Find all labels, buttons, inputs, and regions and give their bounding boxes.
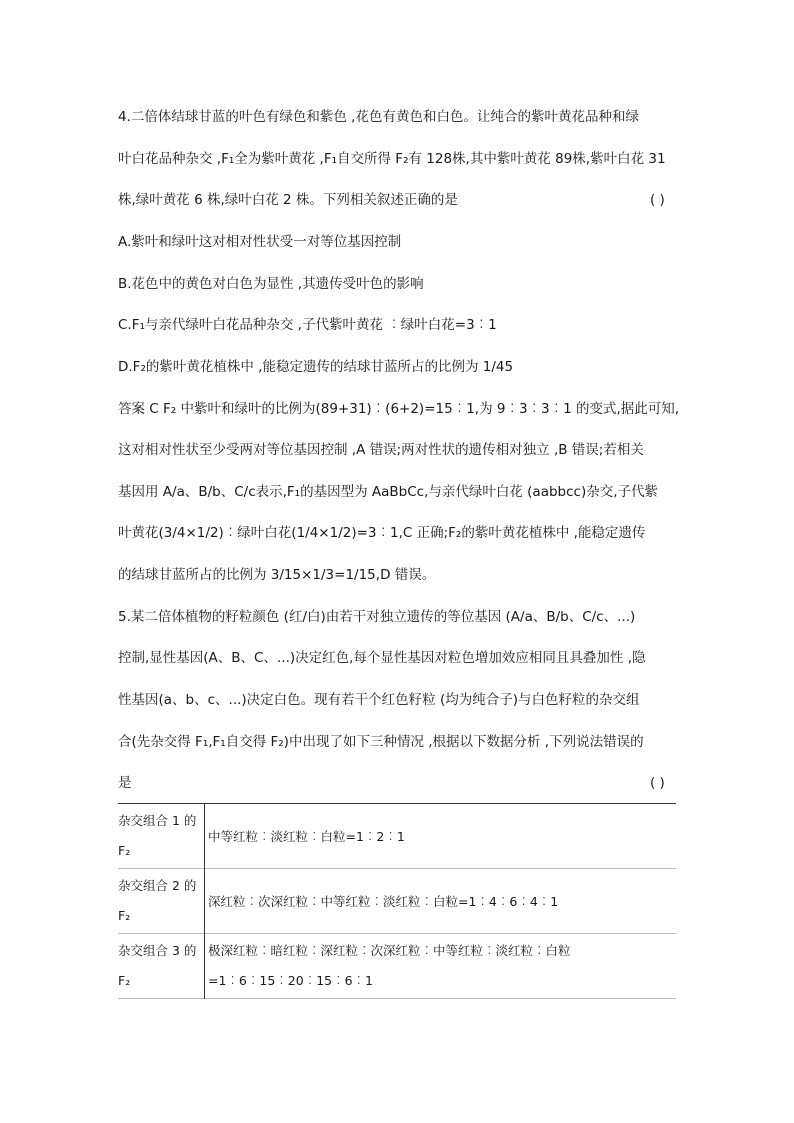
row-value: [205, 869, 677, 934]
row-label: [118, 869, 205, 934]
row-label-line-2: F₂: [118, 843, 131, 858]
row-label-line-2: F₂: [118, 973, 131, 988]
q5-stem-line-3: 性基因(a、b、c、...)决定白色。现有若干个红色籽粒 (均为纯合子)与白色籽粒的杂交组: [118, 692, 640, 708]
ans4-line-1: 答案 C F₂ 中紫叶和绿叶的比例为(89+31)︰(6+2)=15︰1,为 9︰3︰3︰1 的变式,据此可知,: [118, 401, 680, 417]
row-value: [205, 934, 677, 999]
q4-stem-line-3: 株,绿叶黄花 6 株,绿叶白花 2 株。下列相关叙述正确的是: [118, 192, 458, 208]
q5-stem-line-5: 是: [118, 775, 132, 791]
q5-stem-line-2: 控制,显性基因(A、B、C、...)决定红色,每个显性基因对粒色增加效应相同且具叠加性 ,隐: [118, 650, 646, 666]
q4-option-a: A.紫叶和绿叶这对相对性状受一对等位基因控制: [118, 234, 402, 250]
row-label-line-1: 杂交组合 3 的: [118, 943, 197, 958]
q5-answer-blank: ( ): [650, 775, 665, 791]
ans4-line-2: 这对相对性状至少受两对等位基因控制 ,A 错误;两对性状的遗传相对独立 ,B 错误;若相关: [118, 442, 644, 458]
table-row: [118, 804, 676, 869]
row-value: [205, 804, 677, 869]
ans4-line-3: 基因用 A/a、B/b、C/c表示,F₁的基因型为 AaBbCc,与亲代绿叶白花 (aabbcc)杂交,子代紫: [118, 484, 659, 500]
row-label-line-1: 杂交组合 2 的: [118, 878, 197, 893]
row-label-line-1: 杂交组合 1 的: [118, 813, 197, 828]
q4-option-c: C.F₁与亲代绿叶白花品种杂交 ,子代紫叶黄花 ︰绿叶白花=3︰1: [118, 317, 497, 333]
q5-stem-line-1: 5.某二倍体植物的籽粒颜色 (红/白)由若干对独立遗传的等位基因 (A/a、B/b、C/c、...): [118, 609, 636, 625]
row-label-line-2: F₂: [118, 908, 131, 923]
row-label: [118, 804, 205, 869]
row-value-line-2: =1︰6︰15︰20︰15︰6︰1: [208, 973, 374, 988]
ans4-line-4: 叶黄花(3/4×1/2)︰绿叶白花(1/4×1/2)=3︰1,C 正确;F₂的紫叶黄花植株中 ,能稳定遗传: [118, 525, 646, 541]
ans4-line-5: 的结球甘蓝所占的比例为 3/15×1/3=1/15,D 错误。: [118, 567, 436, 583]
q4-option-d: D.F₂的紫叶黄花植株中 ,能稳定遗传的结球甘蓝所占的比例为 1/45: [118, 359, 514, 375]
cross-results-table: [118, 803, 676, 999]
q4-stem-line-2: 叶白花品种杂交 ,F₁全为紫叶黄花 ,F₁自交所得 F₂有 128株,其中紫叶黄花 89株,紫叶白花 31: [118, 151, 666, 167]
q4-answer-blank: ( ): [650, 192, 665, 208]
table-row: [118, 869, 676, 934]
row-value-line-1: 中等红粒︰淡红粒︰白粒=1︰2︰1: [208, 829, 405, 844]
q4-option-b: B.花色中的黄色对白色为显性 ,其遗传受叶色的影响: [118, 276, 424, 292]
row-value-line-1: 深红粒︰次深红粒︰中等红粒︰淡红粒︰白粒=1︰4︰6︰4︰1: [208, 894, 559, 909]
table-row: [118, 934, 676, 999]
q4-stem-line-1: 4.二倍体结球甘蓝的叶色有绿色和紫色 ,花色有黄色和白色。让纯合的紫叶黄花品种和绿: [118, 109, 639, 125]
q5-stem-line-4: 合(先杂交得 F₁,F₁自交得 F₂)中出现了如下三种情况 ,根据以下数据分析 ,下列说法错误的: [118, 734, 644, 750]
row-value-line-1: 极深红粒︰暗红粒︰深红粒︰次深红粒︰中等红粒︰淡红粒︰白粒: [208, 943, 571, 958]
row-label: [118, 934, 205, 999]
